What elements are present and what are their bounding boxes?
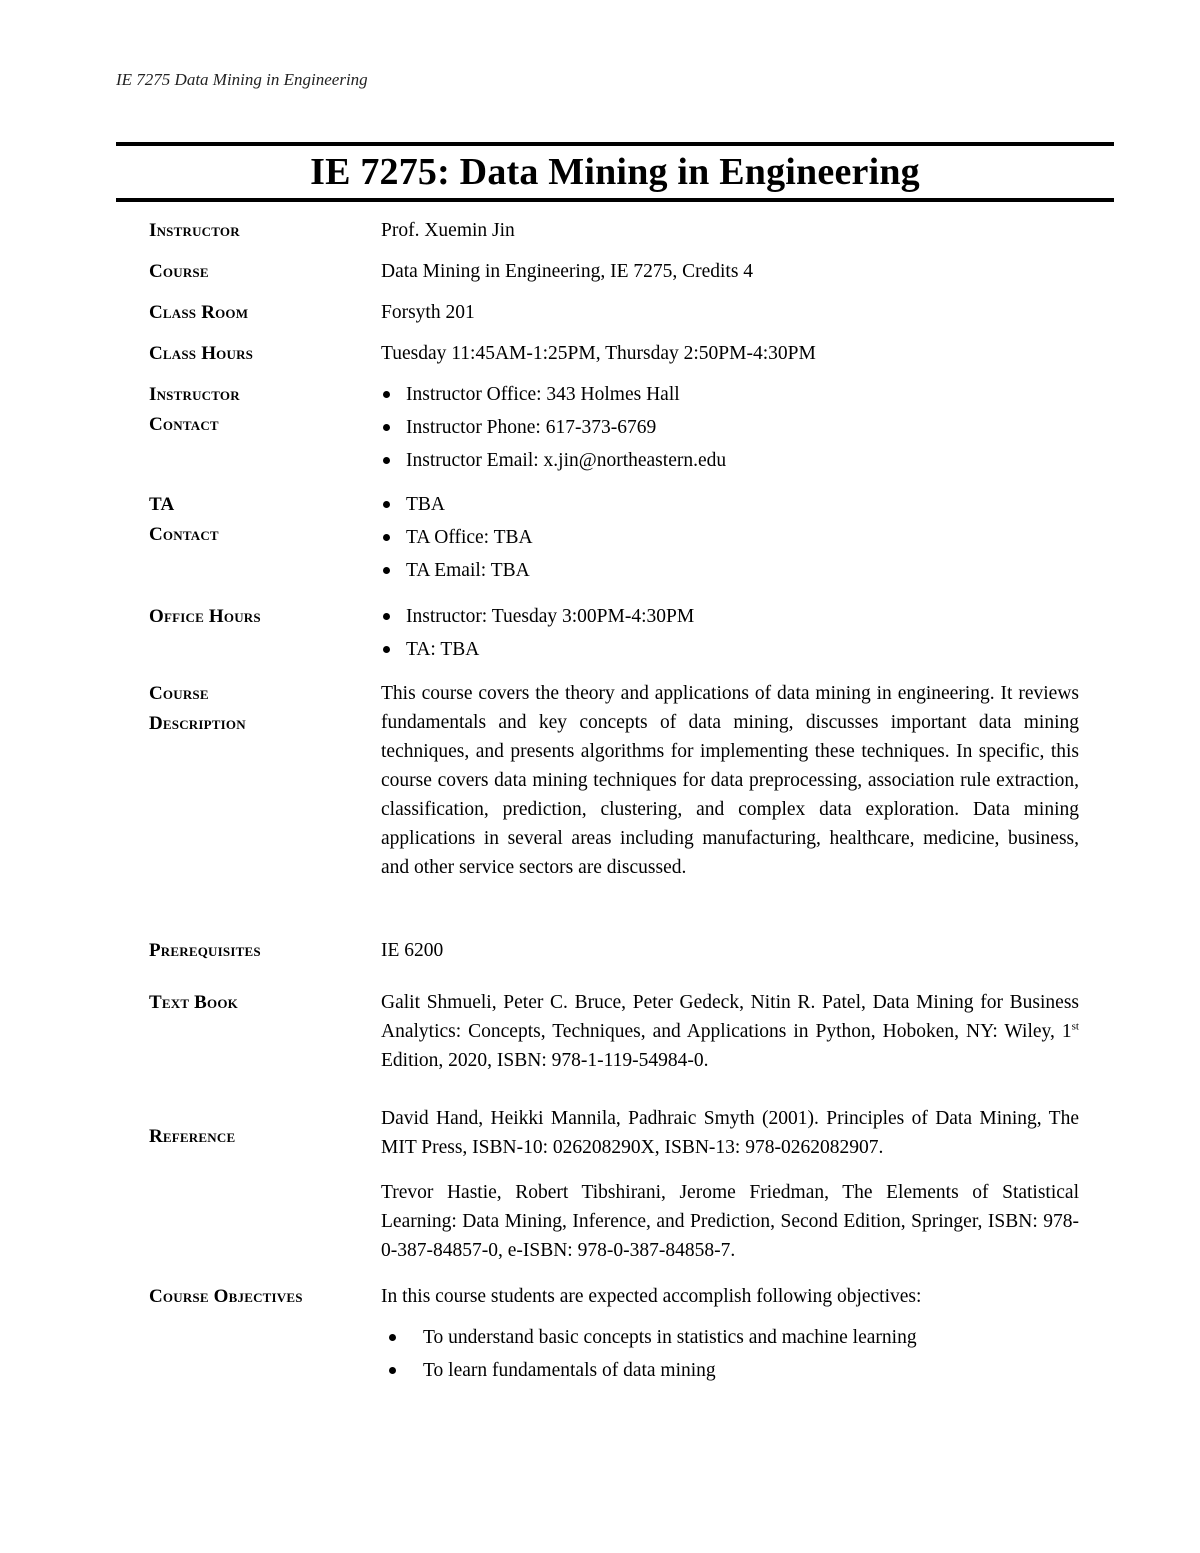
reference-item-2: Trevor Hastie, Robert Tibshirani, Jerome Friedman, The Elements of Statistical Learning: Data Mining, Inference, and Prediction, Second Edition, Springer, ISBN: 978-0-387-84857-0, e-ISBN: 978-0-387-84858-7.	[381, 1182, 1079, 1261]
course-label: Course	[149, 261, 209, 282]
ta-contact-label-line2: Contact	[149, 524, 219, 545]
course-description-label-line2: Description	[149, 713, 246, 734]
course-description-label-line1: Course	[149, 683, 209, 704]
instructor-contact-label-line1: Instructor	[149, 384, 240, 405]
prerequisites-value: IE 6200	[381, 940, 444, 961]
prerequisites-label: Prerequisites	[149, 940, 261, 961]
page-title: IE 7275: Data Mining in Engineering	[310, 151, 920, 193]
ta-contact-label-line1: TA	[149, 494, 175, 515]
text-book-label: Text Book	[149, 992, 238, 1013]
list-item: Instructor Phone: 617-373-6769	[381, 413, 1079, 446]
list-item: TA Email: TBA	[381, 556, 1079, 589]
list-item: TBA	[381, 490, 1079, 523]
title-bottom-rule	[116, 198, 1114, 202]
list-item: To learn fundamentals of data mining	[381, 1356, 1079, 1389]
office-hours-label: Office Hours	[149, 606, 261, 627]
course-description-text: This course covers the theory and applications of data mining in engineering. It reviews fundamentals and key concepts of data mining, discusses important data mining techniques, and presents algorithms for implementing these techniques. In specific, this course covers data mining techniques for data preprocessing, association rule extraction, classification, prediction, clustering, and complex data exploration. Data mining applications in several areas including manufacturing, healthcare, medicine, business, and other service sectors are discussed.	[381, 683, 1079, 878]
list-item: Instructor Email: x.jin@northeastern.edu	[381, 446, 1079, 479]
ta-contact-list	[381, 490, 1079, 589]
list-item: TA: TBA	[381, 635, 1079, 668]
class-room-value: Forsyth 201	[381, 302, 475, 323]
list-item: Instructor Office: 343 Holmes Hall	[381, 380, 1079, 413]
title-top-rule	[116, 142, 1114, 146]
office-hours-list	[381, 602, 1079, 668]
instructor-contact-list	[381, 380, 1079, 479]
list-item: Instructor: Tuesday 3:00PM-4:30PM	[381, 602, 1079, 635]
text-book-citation	[381, 988, 1079, 1075]
course-objectives-intro: In this course students are expected accomplish following objectives:	[381, 1286, 922, 1307]
reference-label: Reference	[149, 1126, 236, 1147]
list-item: To understand basic concepts in statistics and machine learning	[381, 1323, 1079, 1356]
running-header: IE 7275 Data Mining in Engineering	[116, 70, 368, 89]
course-description-label	[149, 679, 246, 739]
list-item: TA Office: TBA	[381, 523, 1079, 556]
class-room-label: Class Room	[149, 302, 249, 323]
ta-contact-label	[149, 490, 219, 550]
course-objectives-list	[381, 1323, 1079, 1389]
class-hours-label: Class Hours	[149, 343, 254, 364]
instructor-contact-label-line2: Contact	[149, 414, 219, 435]
instructor-contact-label	[149, 380, 240, 440]
instructor-value: Prof. Xuemin Jin	[381, 220, 515, 241]
course-value: Data Mining in Engineering, IE 7275, Credits 4	[381, 261, 754, 282]
instructor-label: Instructor	[149, 220, 240, 241]
text-book-citation-end: Edition, 2020, ISBN: 978-1-119-54984-0.	[381, 1050, 709, 1071]
reference-item-1: David Hand, Heikki Mannila, Padhraic Smyth (2001). Principles of Data Mining, The MIT Press, ISBN-10: 026208290X, ISBN-13: 978-0262082907.	[381, 1108, 1079, 1158]
class-hours-value: Tuesday 11:45AM-1:25PM, Thursday 2:50PM-4:30PM	[381, 343, 816, 364]
course-objectives-label: Course Objectives	[149, 1286, 303, 1307]
text-book-citation-main: Galit Shmueli, Peter C. Bruce, Peter Gedeck, Nitin R. Patel, Data Mining for Business Analytics: Concepts, Techniques, and Applications in Python, Hoboken, NY: Wiley, 1	[381, 992, 1079, 1042]
text-book-edition-superscript: st	[1071, 1020, 1079, 1033]
